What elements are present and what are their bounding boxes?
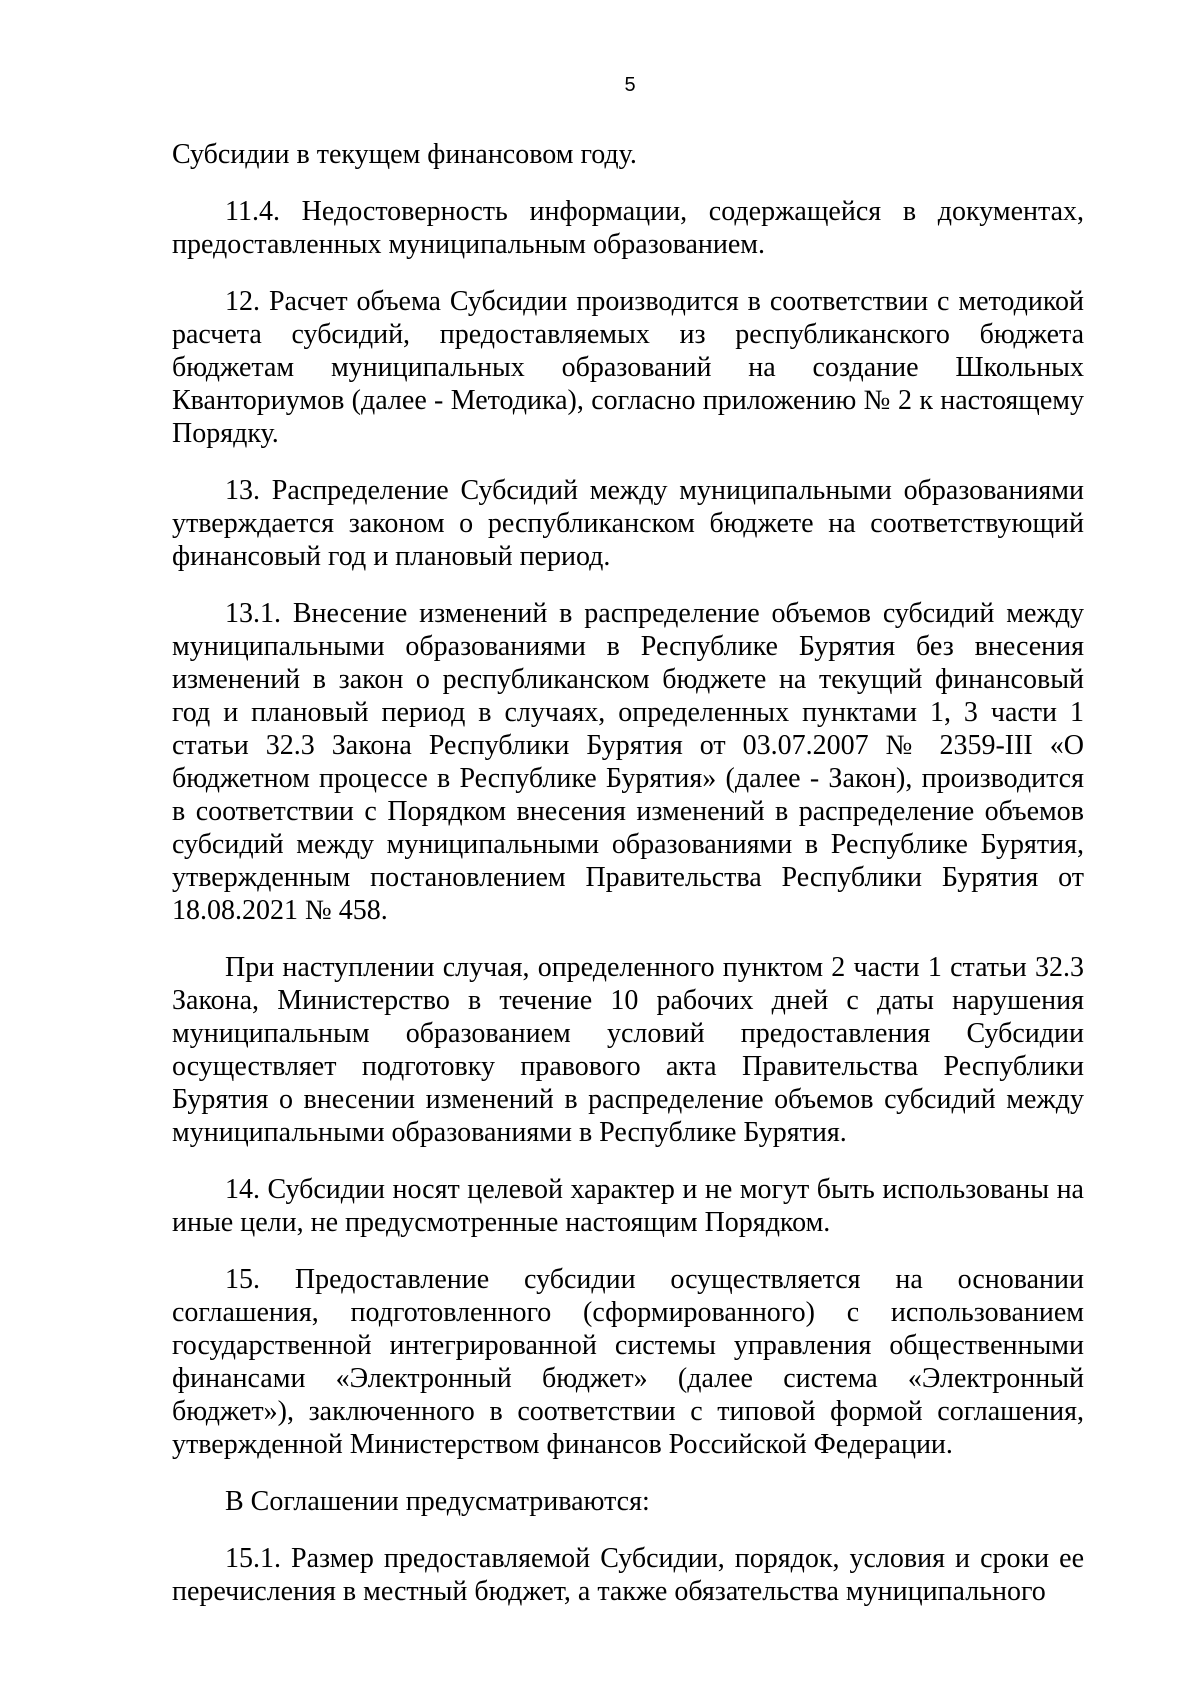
paragraph-continuation: Субсидии в текущем финансовом году.	[172, 139, 637, 170]
page-number: 5	[624, 74, 636, 96]
paragraph-15-1: 15.1. Размер предоставляемой Субсидии, порядок, условия и сроки ее перечисления в местный бюджет, а также обязательства муниципального	[172, 1543, 1084, 1607]
paragraph-13: 13. Распределение Субсидий между муниципальными образованиями утверждается законом о республиканском бюджете на соответствующий финансовый год и плановый период.	[172, 475, 1084, 572]
paragraph-15: 15. Предоставление субсидии осуществляется на основании соглашения, подготовленного (сформированного) с использованием государственной интегрированной системы управления общественными финансами «Электронный бюджет» (далее система «Электронный бюджет»), заключенного в соответствии с типовой формой соглашения, утвержденной Министерством финансов Российской Федерации.	[172, 1264, 1084, 1460]
paragraph-14: 14. Субсидии носят целевой характер и не могут быть использованы на иные цели, не предусмотренные настоящим Порядком.	[172, 1174, 1084, 1238]
paragraph-13-1: 13.1. Внесение изменений в распределение объемов субсидий между муниципальными образованиями в Республике Бурятия без внесения изменений в закон о республиканском бюджете на текущий финансовый год и плановый период в случаях, определенных пунктами 1, 3 части 1 статьи 32.3 Закона Республики Бурятия от 03.07.2007 № 2359-III «О бюджетном процессе в Республике Бурятия» (далее - Закон), производится в соответствии с Порядком внесения изменений в распределение объемов субсидий между муниципальными образованиями в Республике Бурятия, утвержденным постановлением Правительства Республики Бурятия от 18.08.2021 № 458.	[172, 598, 1084, 926]
paragraph-agreement-intro: В Соглашении предусматриваются:	[225, 1486, 650, 1517]
paragraph-12: 12. Расчет объема Субсидии производится в соответствии с методикой расчета субсидий, предоставляемых из республиканского бюджета бюджетам муниципальных образований на создание Школьных Кванториумов (далее - Методика), согласно приложению № 2 к настоящему Порядку.	[172, 286, 1084, 449]
paragraph-11-4: 11.4. Недостоверность информации, содержащейся в документах, предоставленных муниципальным образованием.	[172, 196, 1084, 260]
document-body	[172, 138, 1084, 1632]
paragraph-13-1-cont: При наступлении случая, определенного пунктом 2 части 1 статьи 32.3 Закона, Министерство в течение 10 рабочих дней с даты нарушения муниципальным образованием условий предоставления Субсидии осуществляет подготовку правового акта Правительства Республики Бурятия о внесении изменений в распределение объемов субсидий между муниципальными образованиями в Республике Бурятия.	[172, 952, 1084, 1148]
